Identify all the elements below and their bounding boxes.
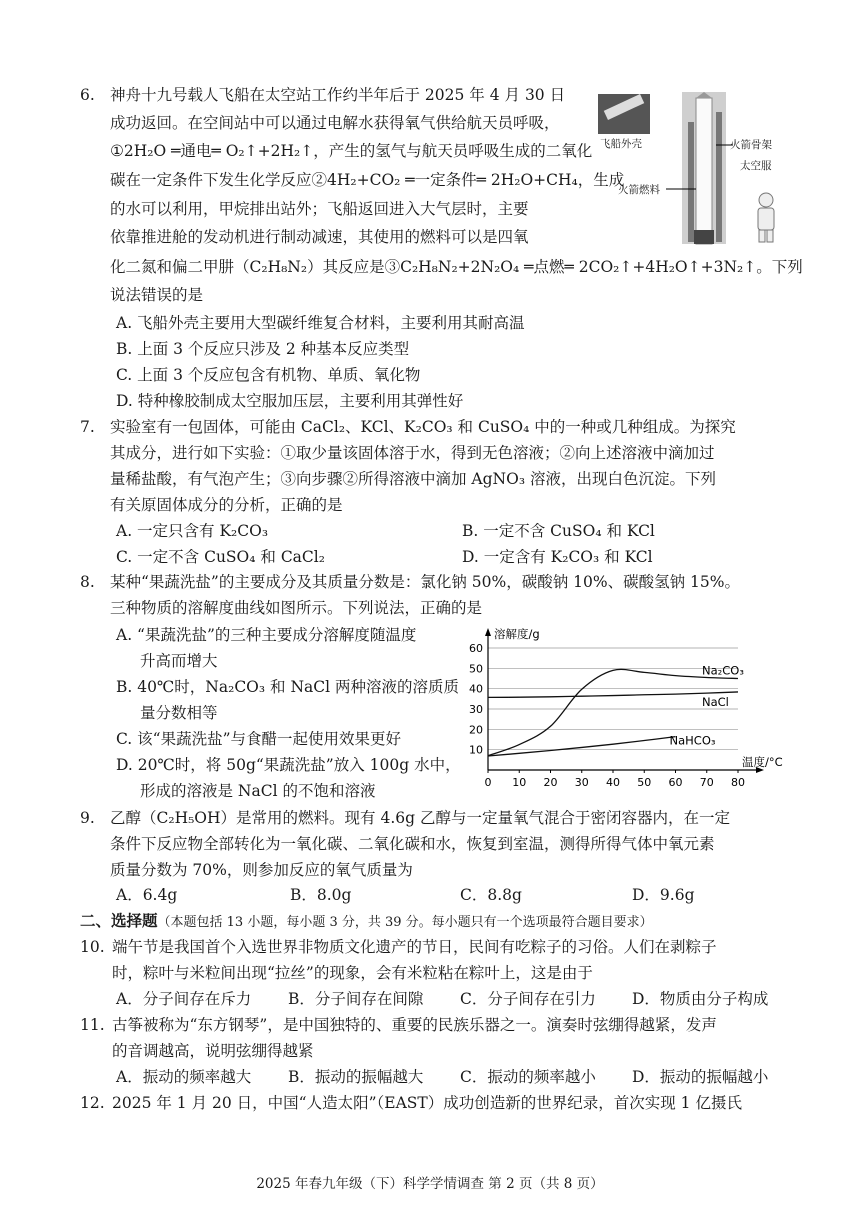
question-text-line: 三种物质的溶解度曲线如图所示。下列说法，正确的是 [110,599,483,617]
question-number: 11. [80,1016,105,1034]
page-footer: 2025 年春九年级（下）科学学情调查 第 2 页（共 8 页） [256,1176,604,1192]
series-label: NaCl [702,694,729,709]
option-a-cont: 升高而增大 [140,652,218,670]
figure-label: 太空服 [740,160,772,172]
question-text-line: ①2H₂O ═通电═ O₂↑+2H₂↑，产生的氢气与航天员呼吸生成的二氧化 [110,142,593,160]
y-tick-label: 10 [469,743,483,757]
option-c: C. 上面 3 个反应包含有机物、单质、氧化物 [116,366,421,384]
option-a: A. “果蔬洗盐”的三种主要成分溶解度随温度 [116,626,417,644]
x-tick-label: 50 [637,776,652,789]
question-text-line: 时，粽叶与米粒间出现“拉丝”的现象，会有米粒粘在粽叶上，这是由于 [112,964,593,982]
y-tick-label: 50 [469,662,483,676]
question-number: 7. [80,418,95,436]
option-b: B．分子间存在间隙 [288,990,424,1008]
question-text-line: 的音调越高，说明弦绷得越紧 [112,1042,314,1060]
option-b: B. 40℃时，Na₂CO₃ 和 NaCl 两种溶液的溶质质 [116,678,460,696]
option-d: D．振动的振幅越小 [632,1068,769,1086]
question-text-line: 碳在一定条件下发生化学反应②4H₂+CO₂ ═一定条件═ 2H₂O+CH₄，生成 [110,171,625,189]
question-text-line: 依靠推进舱的发动机进行制动减速，其使用的燃料可以是四氧 [110,228,529,246]
question-text-line: 的水可以利用，甲烷排出站外；飞船返回进入大气层时，主要 [110,200,529,218]
y-axis-label: 溶解度/g [494,627,540,641]
solubility-chart [458,620,783,800]
option-a: A. 飞船外壳主要用大型碳纤维复合材料，主要利用其耐高温 [116,314,525,332]
option-c: C．分子间存在引力 [460,990,596,1008]
figure-label: 火箭燃料 [618,184,660,196]
question-text-line: 成功返回。在空间站中可以通过电解水获得氧气供给航天员呼吸， [110,114,560,132]
option-d: D．9.6g [632,886,695,904]
section-title: 二、选择题 [80,911,158,930]
question-text-line: 乙醇（C₂H₅OH）是常用的燃料。现有 4.6g 乙醇与一定量氧气混合于密闭容器内，在一定 [110,809,730,827]
series-label: NaHCO₃ [669,733,716,748]
x-tick-label: 20 [543,776,558,789]
question-text-line: 其成分，进行如下实验：①取少量该固体溶于水，得到无色溶液；②向上述溶液中滴加过 [110,444,715,462]
question-text-line: 端午节是我国首个入选世界非物质文化遗产的节日，民间有吃粽子的习俗。人们在剥粽子 [112,938,717,956]
y-tick-label: 40 [469,682,483,696]
y-axis-arrow [485,628,491,636]
figure-label: 火箭骨架 [730,139,772,151]
question-text-line: 条件下反应物全部转化为一氧化碳、二氧化碳和水，恢复到室温，测得所得气体中氧元素 [110,835,715,853]
question-text-line: 有关原固体成分的分析，正确的是 [110,496,343,514]
option-d-cont: 形成的溶液是 NaCl 的不饱和溶液 [140,782,376,800]
option-d: D. 20℃时，将 50g“果蔬洗盐”放入 100g 水中， [116,756,461,774]
y-tick-label: 20 [469,723,483,737]
question-text-line: 质量分数为 70%，则参加反应的氧气质量为 [110,861,413,879]
x-tick-label: 80 [731,776,745,789]
option-b: B. 一定不含 CuSO₄ 和 KCl [462,522,655,540]
option-b: B．振动的振幅越大 [288,1068,424,1086]
question-number: 10. [80,938,105,956]
y-tick-label: 60 [469,642,483,655]
x-tick-label: 30 [574,776,589,789]
option-d: D. 一定含有 K₂CO₃ 和 KCl [462,548,653,566]
y-tick-label: 30 [469,703,483,716]
series-line-2 [488,692,738,697]
question-text-line: 量稀盐酸，有气泡产生；③向步骤②所得溶液中滴加 AgNO₃ 溶液，出现白色沉淀。下列 [110,470,716,488]
option-b: B. 上面 3 个反应只涉及 2 种基本反应类型 [116,340,410,358]
series-label: Na₂CO₃ [702,663,744,678]
option-c: C. 一定不含 CuSO₄ 和 CaCl₂ [116,548,325,566]
question-number: 9. [80,809,95,827]
question-text-line: 说法错误的是 [110,286,204,304]
section-note: （本题包括 13 小题，每小题 3 分，共 39 分。每小题只有一个选项最符合题目要求） [157,915,653,930]
x-axis-label: 温度/°C [742,755,783,769]
option-c: C．振动的频率越小 [460,1068,596,1086]
option-a: A．分子间存在斥力 [116,990,252,1008]
question-number: 12. [80,1094,105,1112]
x-tick-label: 70 [699,776,714,789]
section-header [80,908,653,936]
option-c: C. 该“果蔬洗盐”与食醋一起使用效果更好 [116,730,402,748]
question-number: 8. [80,573,95,591]
x-tick-label: 40 [606,776,620,789]
option-c: C．8.8g [460,886,522,904]
x-tick-label: 60 [668,776,683,789]
option-d: D．物质由分子构成 [632,990,769,1008]
x-tick-label: 10 [512,776,527,789]
question-text-line: 实验室有一包固体，可能由 CaCl₂、KCl、K₂CO₃ 和 CuSO₄ 中的一种或几种组成。为探究 [110,418,736,436]
question-number: 6. [80,86,95,104]
option-a: A．6.4g [116,886,178,904]
question-text-line: 古筝被称为“东方钢琴”，是中国独特的、重要的民族乐器之一。演奏时弦绷得越紧，发声 [112,1016,717,1034]
question-text-line: 化二氮和偏二甲肼（C₂H₈N₂）其反应是③C₂H₈N₂+2N₂O₄ ═点燃═ 2CO₂↑+4H₂O↑+3N₂↑。下列 [110,258,803,276]
option-b: B．8.0g [290,886,352,904]
rocket-figure [596,92,788,244]
chart-labels [469,627,783,789]
option-b-cont: 量分数相等 [140,704,218,722]
option-a: A．振动的频率越大 [116,1068,252,1086]
figure-label: 飞船外壳 [600,138,642,150]
option-a: A. 一定只含有 K₂CO₃ [116,522,269,540]
question-text-line: 神舟十九号载人飞船在太空站工作约半年后于 2025 年 4 月 30 日 [110,86,566,104]
option-d: D. 特种橡胶制成太空服加压层，主要利用其弹性好 [116,392,464,410]
question-text-line: 某种“果蔬洗盐”的主要成分及其质量分数是：氯化钠 50%，碳酸钠 10%、碳酸氢钠 15%。 [110,573,740,591]
x-tick-label: 0 [484,776,492,789]
question-text-line: 2025 年 1 月 20 日，中国“人造太阳”（EAST）成功创造新的世界纪录，首次实现 1 亿摄氏 [112,1094,742,1112]
